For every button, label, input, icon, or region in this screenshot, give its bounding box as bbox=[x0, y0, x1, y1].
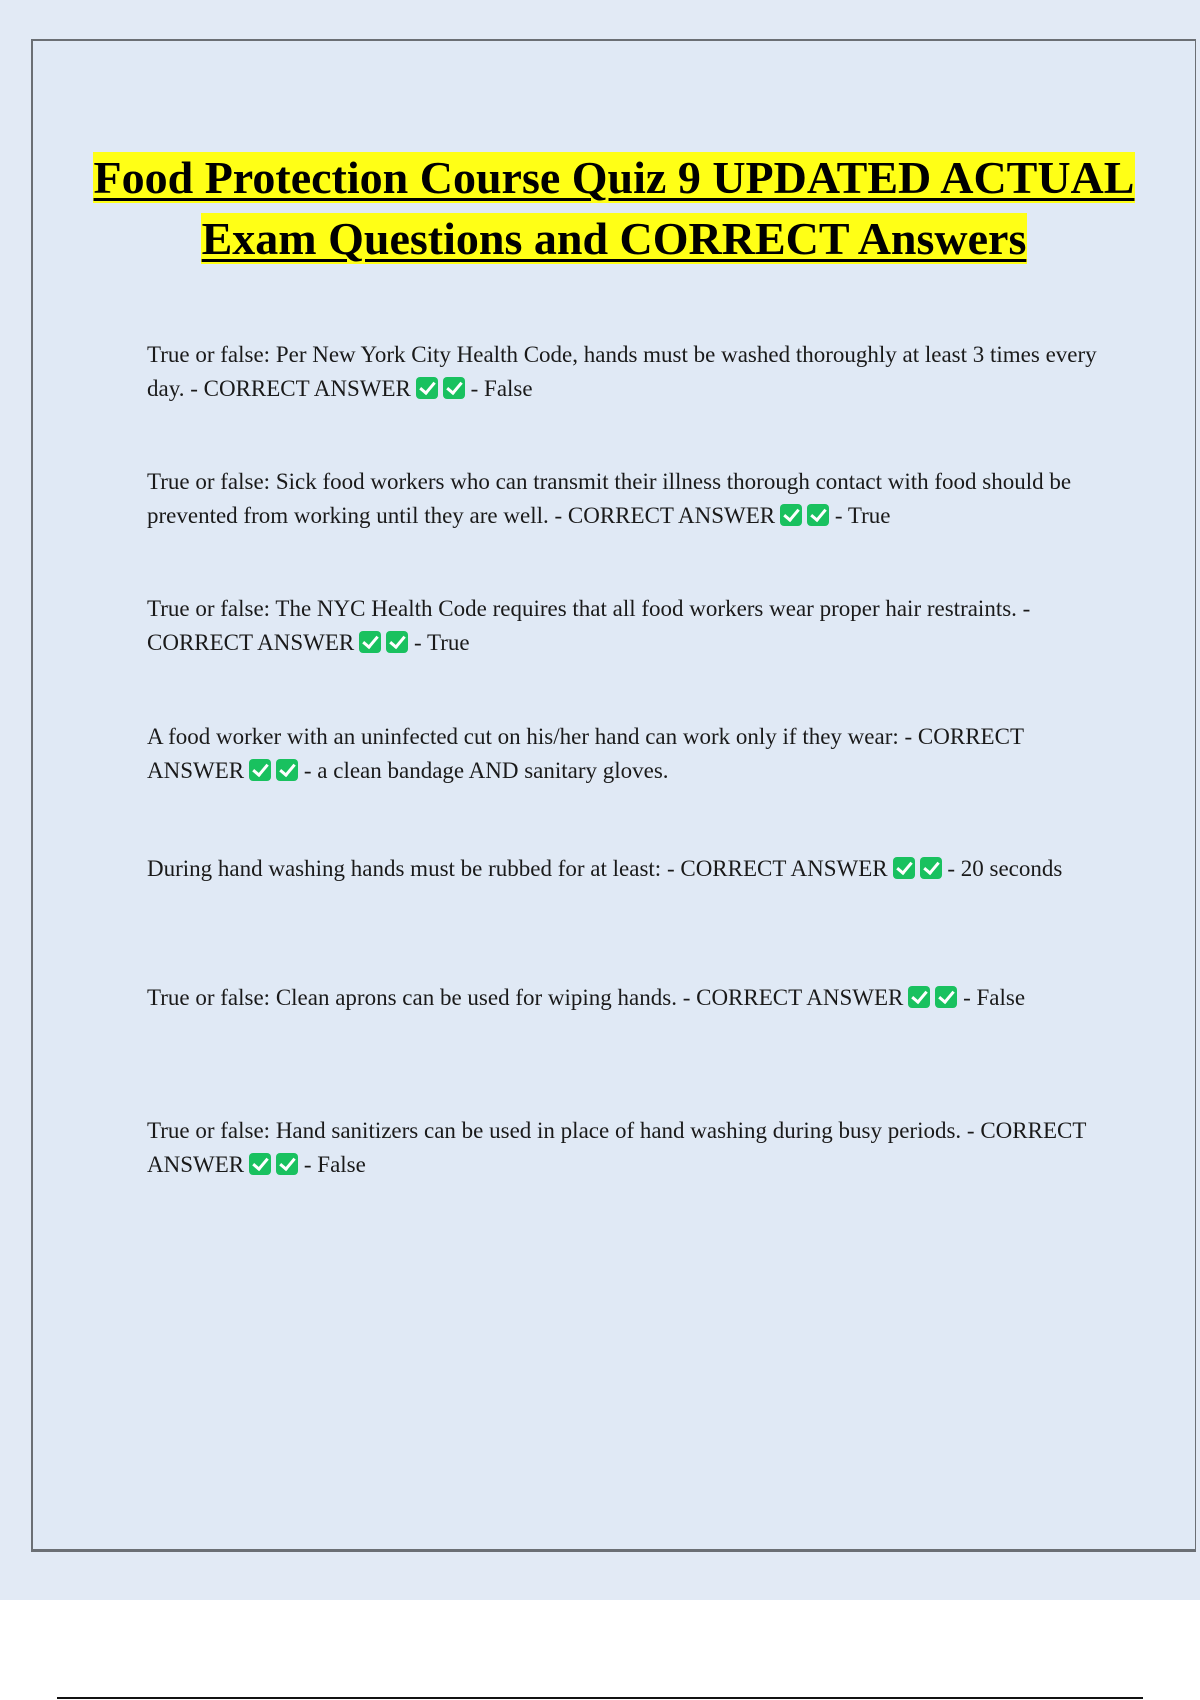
check-mark-button-icon bbox=[780, 504, 802, 526]
check-mark-button-icon bbox=[386, 631, 408, 653]
answer-text: - 20 seconds bbox=[947, 856, 1063, 881]
answer-text: - False bbox=[303, 1152, 366, 1177]
question-text: True or false: Per New York City Health Code, hands must be washed thoroughly at least 3 times every day. - CORRECT ANSWER bbox=[147, 342, 1097, 401]
document-title bbox=[33, 147, 1195, 269]
check-mark-button-icon bbox=[249, 1153, 271, 1175]
qa-item-6 bbox=[147, 981, 1122, 1015]
question-text: True or false: Sick food workers who can transmit their illness thorough contact with food should be prevented from working until they are well. - CORRECT ANSWER bbox=[147, 469, 1072, 528]
question-text: During hand washing hands must be rubbed for at least: - CORRECT ANSWER bbox=[147, 856, 888, 881]
answer-text: - True bbox=[414, 630, 470, 655]
question-text: A food worker with an uninfected cut on his/her hand can work only if they wear: - CORRECT ANSWER bbox=[147, 724, 1024, 783]
answer-text: - True bbox=[834, 503, 891, 528]
check-mark-button-icon bbox=[359, 631, 381, 653]
answer-text: - False bbox=[470, 376, 533, 401]
check-mark-button-icon bbox=[276, 1153, 298, 1175]
qa-item-1 bbox=[147, 338, 1122, 406]
question-text: True or false: The NYC Health Code requires that all food workers wear proper hair restraints. - CORRECT ANSWER bbox=[147, 596, 1031, 655]
answer-text: - False bbox=[963, 985, 1026, 1010]
question-text: True or false: Clean aprons can be used for wiping hands. - CORRECT ANSWER bbox=[147, 985, 904, 1010]
document-page bbox=[31, 39, 1196, 1552]
footer-divider bbox=[57, 1697, 1143, 1699]
question-text: True or false: Hand sanitizers can be used in place of hand washing during busy periods. - CORRECT ANSWER bbox=[147, 1118, 1086, 1177]
qa-item-7 bbox=[147, 1114, 1122, 1182]
answer-text: - a clean bandage AND sanitary gloves. bbox=[303, 758, 669, 783]
check-mark-button-icon bbox=[893, 857, 915, 879]
qa-item-3 bbox=[147, 592, 1122, 660]
qa-item-2 bbox=[147, 465, 1122, 533]
check-mark-button-icon bbox=[807, 504, 829, 526]
qa-item-4 bbox=[147, 720, 1122, 788]
qa-item-5 bbox=[147, 854, 1122, 884]
check-mark-button-icon bbox=[935, 986, 957, 1008]
check-mark-button-icon bbox=[249, 759, 271, 781]
check-mark-button-icon bbox=[416, 377, 438, 399]
title-highlight: Food Protection Course Quiz 9 UPDATED ACTUAL Exam Questions and CORRECT Answers bbox=[93, 152, 1135, 264]
check-mark-button-icon bbox=[276, 759, 298, 781]
check-mark-button-icon bbox=[908, 986, 930, 1008]
check-mark-button-icon bbox=[920, 857, 942, 879]
check-mark-button-icon bbox=[443, 377, 465, 399]
